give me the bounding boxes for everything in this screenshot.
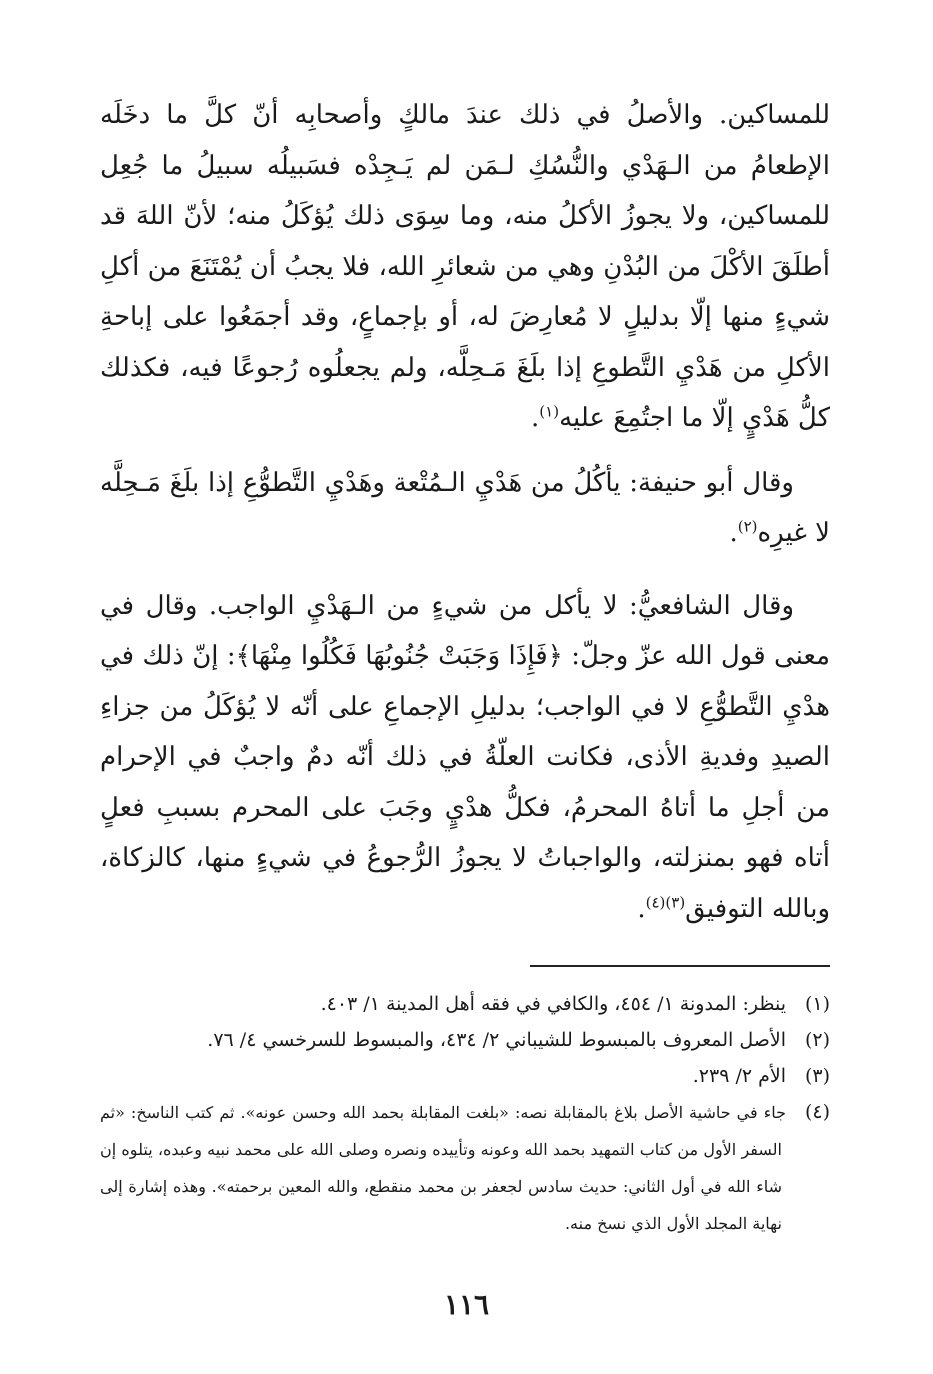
footnote-number: (٢) (804, 1029, 830, 1051)
paragraph-shafii (100, 581, 830, 935)
footnote-number: (٤) (804, 1101, 830, 1123)
footnote-text: الأصل المعروف بالمبسوط للشيباني ٢/ ٤٣٤، والمبسوط للسرخسي ٤/ ٧٦. (207, 1029, 786, 1051)
main-text (100, 90, 830, 934)
footnote-number: (٣) (804, 1065, 830, 1087)
paragraph-text: للمساكين. والأصلُ في ذلك عندَ مالكٍ وأصحابِه أنّ كلَّ ما دخَلَه الإطعامُ من الـهَدْي والنُّسُكِ لـمَن لم يَـجِدْه فسَبيلُه سبيلُ ما جُعِل للمساكين، ولا يجوزُ الأكلُ منه، وما سِوَى ذلك يُؤكَلُ منه؛ لأنّ اللهَ قد أطلَقَ الأكْلَ من البُدْنِ وهي من شعائرِ الله، فلا يجبُ أن يُمْتَنَعَ من أكلِ شيءٍ منها إلّا بدليلٍ لا مُعارِضَ له، أو بإجماعٍ، وقد أجمَعُوا على إباحةِ الأكلِ من هَدْيِ التَّطوعِ إذا بلَغَ مَـحِلَّه، ولم يجعلُوه رُجوعًا فيه، فكذلك كلُّ هَدْيٍ إلّا ما اجتُمِعَ عليه (100, 100, 830, 433)
footnotes-divider (530, 965, 830, 967)
footnote-marker-2[interactable]: (٢) (737, 517, 758, 536)
footnote-number: (١) (804, 993, 830, 1015)
period: . (531, 403, 540, 433)
paragraph-maliki (100, 90, 830, 444)
paragraph-text: وقال أبو حنيفة: يأكُلُ من هَدْيِ الـمُتْعة وهَدْيِ التَّطوُّعِ إذا بلَغَ مَـحِلَّه لا غيرِه (100, 467, 830, 548)
paragraph-text: وقال الشافعيُّ: لا يأكل من شيءٍ من الـهَدْيِ الواجب. وقال في معنى قول الله عزّ وجلّ: ﴿فَإِذَا وَجَبَتْ جُنُوبُهَا فَكُلُوا مِنْهَا﴾: إنّ ذلك في هدْيِ التَّطوُّعِ لا في الواجب؛ بدليلِ الإجماعِ على أنّه لا يُؤكَلُ من جزاءِ الصيدِ وفديةِ الأذى، فكانت العلّةُ في ذلك أنّه دمٌ واجبٌ في الإحرام من أجلِ ما أتاهُ المحرمُ، فكلُّ هدْيٍ وجَبَ على المحرم بسببِ فعلٍ أتاه فهو بمنزلته، والواجباتُ لا يجوزُ الرُّجوعُ في شيءٍ منها، كالزكاة، وبالله التوفيق (100, 590, 830, 924)
footnote-3 (100, 1058, 830, 1094)
period: . (729, 518, 738, 548)
footnote-text: جاء في حاشية الأصل بلاغ بالمقابلة نصه: «بلغت المقابلة بحمد الله وحسن عونه». ثم كتب الناسخ: «ثم السفر الأول من كتاب التمهيد بحمد الله وعونه وتأييده ونصره وصلى الله على محمد نبيه وعبده، يتلوه إن شاء الله في أول الثاني: حديث سادس لجعفر بن محمد منقطع، والله المعين برحمته». وهذه إشارة إلى نهاية المجلد الأول الذي نسخ منه. (100, 1103, 786, 1233)
period: . (637, 893, 646, 924)
paragraph-abu-hanifa (100, 458, 830, 559)
footnote-2 (100, 1022, 830, 1058)
footnote-1 (100, 986, 830, 1022)
footnote-text: الأم ٢/ ٢٣٩. (692, 1065, 786, 1087)
footnote-marker-3-4[interactable]: (٣)(٤) (645, 892, 686, 911)
footnote-text: ينظر: المدونة ١/ ٤٥٤، والكافي في فقه أهل المدينة ١/ ٤٠٣. (320, 993, 786, 1015)
footnote-4 (100, 1094, 830, 1242)
page-number: ١١٦ (443, 1288, 490, 1321)
footnotes (100, 986, 830, 1242)
footnote-marker-1[interactable]: (١) (539, 402, 560, 421)
